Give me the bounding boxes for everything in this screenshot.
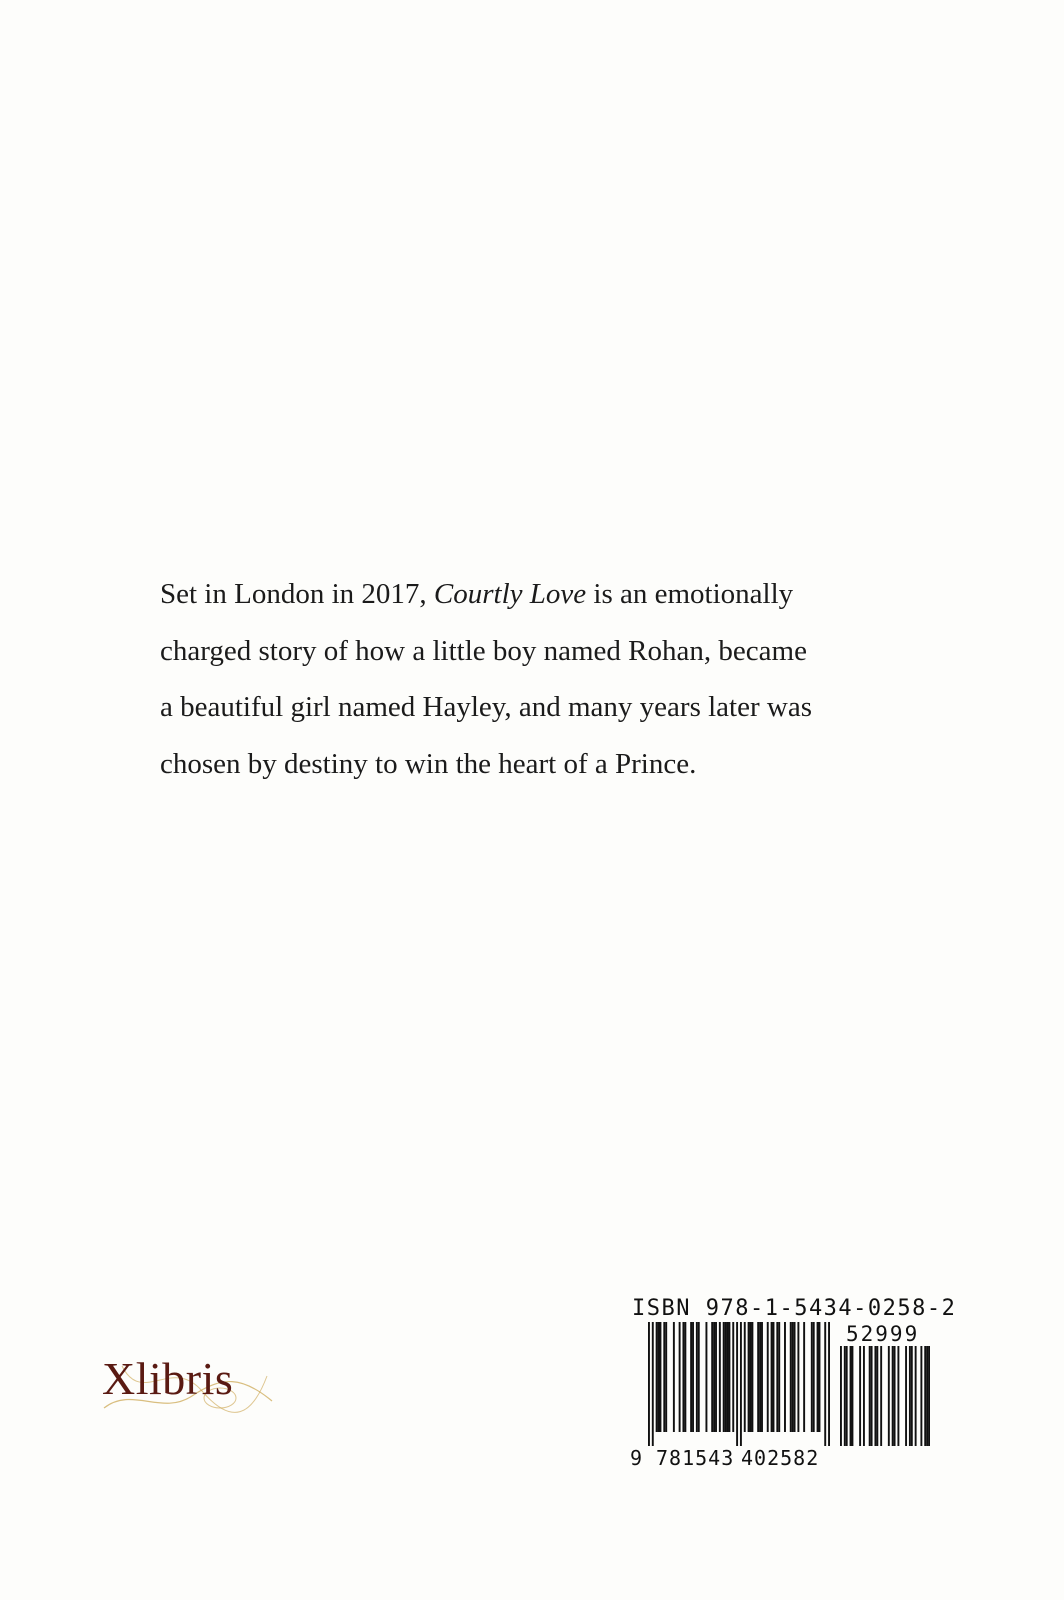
blurb-text: Set in London in 2017, [160, 578, 434, 610]
barcode-bar [663, 1322, 665, 1432]
barcode-bar [659, 1322, 661, 1432]
barcode-bar [911, 1346, 913, 1446]
barcode-bar [698, 1322, 700, 1432]
barcode-bar [648, 1322, 650, 1446]
barcode-bar [771, 1322, 773, 1432]
price-barcode [840, 1346, 930, 1446]
barcode-bar [658, 1322, 660, 1432]
barcode-bar [819, 1322, 821, 1432]
barcode-bar [869, 1346, 871, 1446]
barcode-bar [813, 1322, 815, 1432]
blurb-line-4: chosen by destiny to win the heart of a Prince. [160, 747, 697, 780]
barcode-bar [757, 1322, 759, 1432]
barcode-bar [790, 1322, 792, 1432]
price-code-digits: 52999 [846, 1322, 920, 1346]
barcode-bar [859, 1346, 861, 1446]
barcode-bar [727, 1322, 729, 1432]
barcode-bar [732, 1322, 734, 1432]
barcode-bar [924, 1346, 926, 1446]
barcode-bar [705, 1322, 707, 1432]
barcode-bar [767, 1322, 769, 1432]
barcode-bar [776, 1322, 778, 1432]
barcode-bar [850, 1346, 852, 1446]
barcode-bar [692, 1322, 694, 1432]
barcode-bar [915, 1346, 917, 1446]
barcode-bar [880, 1346, 882, 1446]
barcode-bar [761, 1322, 763, 1432]
barcode-bar [926, 1346, 928, 1446]
barcode-bar [792, 1322, 794, 1432]
barcode-bar [656, 1322, 658, 1432]
barcode-bar [846, 1346, 848, 1446]
barcode-lead-digit: 9 [630, 1446, 643, 1470]
blurb-line-2: charged story of how a little boy named Rohan, became [160, 634, 807, 667]
barcode-bar [888, 1346, 890, 1446]
barcode-bar [824, 1322, 826, 1446]
barcode-bar [682, 1322, 684, 1432]
barcode-bar [778, 1322, 780, 1432]
barcode-digits-left: 781543 [656, 1446, 735, 1470]
barcode-bar [803, 1322, 805, 1432]
barcode-bar [928, 1346, 930, 1446]
barcode-bar [750, 1322, 752, 1432]
ean-barcode [648, 1322, 830, 1446]
barcode-bar [874, 1346, 876, 1446]
barcode-bar [690, 1322, 692, 1432]
barcode-bar [744, 1322, 746, 1432]
logo-wordmark: Xlibris [102, 1353, 234, 1404]
barcode-bar [794, 1322, 796, 1432]
barcode-bar [892, 1346, 894, 1446]
barcode-bar [784, 1322, 786, 1432]
barcode-bar [851, 1346, 853, 1446]
barcode-bar [773, 1322, 775, 1432]
barcode-bar [723, 1322, 725, 1432]
barcode-bar [696, 1322, 698, 1432]
barcode-bar [828, 1322, 830, 1446]
barcode-bar [909, 1346, 911, 1446]
blurb-text: is an emotionally [586, 578, 794, 610]
barcode-bar [725, 1322, 727, 1432]
barcode-bar [679, 1322, 681, 1432]
barcode-bar [797, 1322, 799, 1432]
book-title: Courtly Love [433, 578, 587, 610]
barcode-bar [817, 1322, 819, 1432]
barcode-bar [840, 1346, 842, 1446]
blurb-line-3: a beautiful girl named Hayley, and many years later was [160, 691, 812, 723]
barcode-bar [920, 1346, 922, 1446]
barcode-bar [905, 1346, 907, 1446]
barcode-bar [751, 1322, 753, 1432]
back-cover-blurb [160, 566, 900, 792]
barcode-bar [897, 1346, 899, 1446]
barcode-bar [719, 1322, 721, 1432]
barcode-bar [711, 1322, 713, 1432]
isbn-label: ISBN 978-1-5434-0258-2 [632, 1296, 957, 1321]
barcode-bar [673, 1322, 675, 1432]
barcode-bar [728, 1322, 730, 1432]
barcode-bar [748, 1322, 750, 1432]
blurb-line-1 [160, 566, 900, 623]
barcode-bar [871, 1346, 873, 1446]
barcode-bar [715, 1322, 717, 1432]
barcode-bar [665, 1322, 667, 1432]
barcode-bar [863, 1346, 865, 1446]
barcode-bar [740, 1322, 742, 1446]
barcode-bar [736, 1322, 738, 1446]
barcode-bar [713, 1322, 715, 1432]
barcode-digits-right: 402582 [741, 1446, 820, 1470]
barcode-bar [811, 1322, 813, 1432]
barcode-bar [759, 1322, 761, 1432]
publisher-logo [102, 1346, 292, 1436]
barcode-bar [894, 1346, 896, 1446]
barcode-bar [844, 1346, 846, 1446]
barcode-bar [652, 1322, 654, 1446]
barcode-bar [876, 1346, 878, 1446]
barcode-bar [684, 1322, 686, 1432]
